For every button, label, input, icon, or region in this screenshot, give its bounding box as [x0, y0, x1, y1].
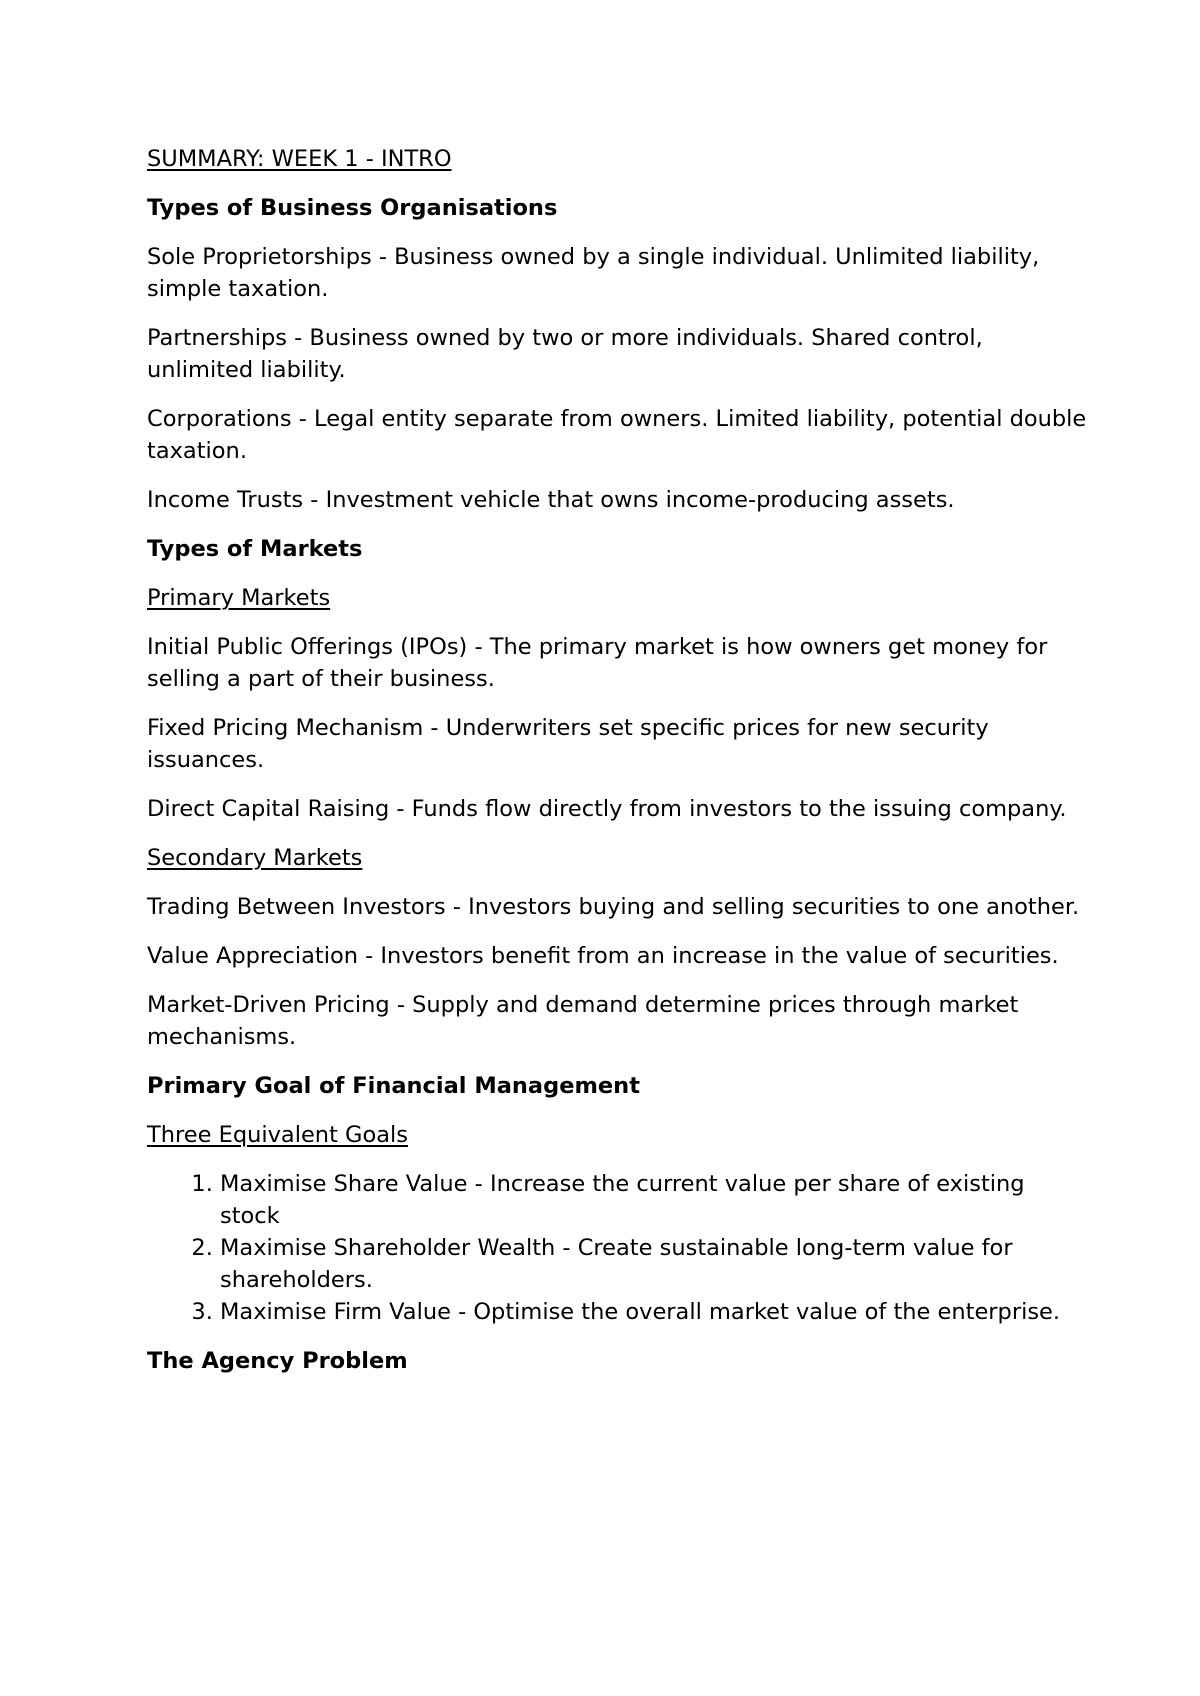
paragraph-corporations: Corporations - Legal entity separate from owners. Limited liability, potential double taxation. [147, 406, 1087, 464]
goals-list [147, 1168, 1087, 1328]
paragraph-ipos: Initial Public Offerings (IPOs) - The primary market is how owners get money for selling a part of their business. [147, 634, 1048, 692]
document-body [147, 143, 1087, 1394]
paragraph-partnerships: Partnerships - Business owned by two or more individuals. Shared control, unlimited liability. [147, 325, 983, 383]
list-item-goal-shareholder-wealth: 2. Maximise Shareholder Wealth - Create sustainable long-term value for shareholders. [220, 1232, 1087, 1296]
page-title: SUMMARY: WEEK 1 - INTRO [147, 146, 452, 172]
section-heading-primary-goal: Primary Goal of Financial Management [147, 1073, 640, 1099]
subheading-primary-markets: Primary Markets [147, 585, 331, 611]
section-heading-types-of-markets: Types of Markets [147, 536, 363, 562]
paragraph-market-driven-pricing: Market-Driven Pricing - Supply and demand determine prices through market mechanisms. [147, 992, 1019, 1050]
section-heading-agency-problem: The Agency Problem [147, 1348, 408, 1374]
paragraph-value-appreciation: Value Appreciation - Investors benefit from an increase in the value of securities. [147, 943, 1059, 969]
section-heading-business-organisations: Types of Business Organisations [147, 195, 558, 221]
list-item-goal-firm-value: 3. Maximise Firm Value - Optimise the overall market value of the enterprise. [220, 1296, 1087, 1328]
subheading-secondary-markets: Secondary Markets [147, 845, 363, 871]
paragraph-income-trusts: Income Trusts - Investment vehicle that owns income-producing assets. [147, 487, 955, 513]
subheading-three-equivalent-goals: Three Equivalent Goals [147, 1122, 409, 1148]
list-item-goal-share-value: 1. Maximise Share Value - Increase the current value per share of existing stock [220, 1168, 1087, 1232]
paragraph-direct-capital-raising: Direct Capital Raising - Funds flow directly from investors to the issuing company. [147, 796, 1067, 822]
paragraph-fixed-pricing: Fixed Pricing Mechanism - Underwriters set specific prices for new security issuances. [147, 715, 989, 773]
paragraph-sole-proprietorships: Sole Proprietorships - Business owned by a single individual. Unlimited liability, simple taxation. [147, 244, 1040, 302]
paragraph-trading-between-investors: Trading Between Investors - Investors buying and selling securities to one another. [147, 894, 1080, 920]
